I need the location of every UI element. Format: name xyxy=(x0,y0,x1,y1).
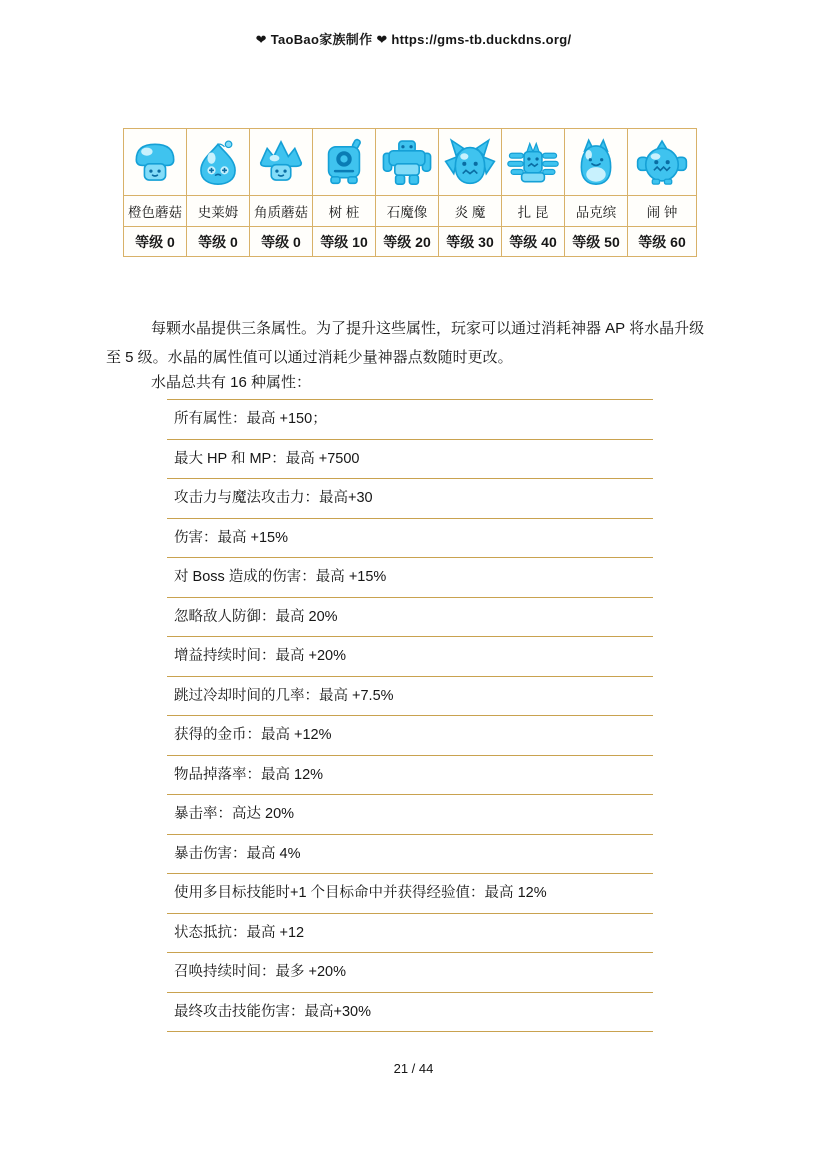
stump-icon xyxy=(318,135,370,191)
monster-name: 橙色蘑菇 xyxy=(124,196,187,227)
monster-icon-cell xyxy=(124,129,187,196)
monster-name: 闹 钟 xyxy=(628,196,697,227)
page-number: 21 / 44 xyxy=(393,1061,434,1076)
monster-icon-cell xyxy=(376,129,439,196)
monster-icon-cell xyxy=(250,129,313,196)
attribute-item: 伤害：最高 +15% xyxy=(167,519,653,559)
stone-golem-icon xyxy=(381,135,433,191)
intro-paragraph: 每颗水晶提供三条属性。为了提升这些属性，玩家可以通过消耗神器 AP 将水晶升级至 5 级。水晶的属性值可以通过消耗少量神器点数随时更改。 xyxy=(106,320,705,366)
monster-icon-cell xyxy=(439,129,502,196)
monster-name: 炎 魔 xyxy=(439,196,502,227)
monster-level: 等级 0 xyxy=(250,227,313,257)
monster-icon-cell xyxy=(502,129,565,196)
monster-icon-cell xyxy=(565,129,628,196)
balrog-icon xyxy=(444,135,496,191)
attribute-item: 攻击力与魔法攻击力：最高+30 xyxy=(167,479,653,519)
attribute-item: 跳过冷却时间的几率：最高 +7.5% xyxy=(167,677,653,717)
attribute-item: 物品掉落率：最高 12% xyxy=(167,756,653,796)
orange-mushroom-icon xyxy=(129,135,181,191)
attribute-item: 最大 HP 和 MP：最高 +7500 xyxy=(167,440,653,480)
attribute-item: 增益持续时间：最高 +20% xyxy=(167,637,653,677)
attribute-item: 所有属性：最高 +150； xyxy=(167,400,653,440)
attribute-list xyxy=(167,399,653,1032)
pink-bean-icon xyxy=(570,135,622,191)
horny-mushroom-icon xyxy=(255,135,307,191)
monster-name: 角质蘑菇 xyxy=(250,196,313,227)
monster-name: 扎 昆 xyxy=(502,196,565,227)
monster-icon-cell xyxy=(313,129,376,196)
monster-level: 等级 0 xyxy=(187,227,250,257)
monster-level: 等级 20 xyxy=(376,227,439,257)
monster-icon-cell xyxy=(628,129,697,196)
attribute-item: 状态抵抗：最高 +12 xyxy=(167,914,653,954)
monster-name: 石魔像 xyxy=(376,196,439,227)
monster-icon-row xyxy=(124,129,697,196)
attribute-item: 使用多目标技能时+1 个目标命中并获得经验值：最高 12% xyxy=(167,874,653,914)
page-header: ❤ TaoBao家族制作 ❤ https://gms-tb.duckdns.org/ xyxy=(255,32,572,47)
attribute-item: 对 Boss 造成的伤害：最高 +15% xyxy=(167,558,653,598)
monster-icon-cell xyxy=(187,129,250,196)
monster-level: 等级 40 xyxy=(502,227,565,257)
attribute-item: 暴击率：高达 20% xyxy=(167,795,653,835)
monster-level: 等级 60 xyxy=(628,227,697,257)
attribute-item: 获得的金币：最高 +12% xyxy=(167,716,653,756)
attribute-item: 忽略敌人防御：最高 20% xyxy=(167,598,653,638)
monster-name: 品克缤 xyxy=(565,196,628,227)
zakum-icon xyxy=(507,135,559,191)
monster-level: 等级 30 xyxy=(439,227,502,257)
monster-level: 等级 0 xyxy=(124,227,187,257)
monster-level: 等级 10 xyxy=(313,227,376,257)
attribute-item: 暴击伤害：最高 4% xyxy=(167,835,653,875)
attribute-list-intro: 水晶总共有 16 种属性： xyxy=(151,374,312,391)
monster-name: 树 桩 xyxy=(313,196,376,227)
monster-level-table xyxy=(123,128,697,257)
attribute-item: 召唤持续时间：最多 +20% xyxy=(167,953,653,993)
attribute-item: 最终攻击技能伤害：最高+30% xyxy=(167,993,653,1033)
monster-name-row xyxy=(124,196,697,227)
slime-icon xyxy=(192,135,244,191)
monster-level: 等级 50 xyxy=(565,227,628,257)
monster-name: 史莱姆 xyxy=(187,196,250,227)
alarm-clock-icon xyxy=(636,135,688,191)
monster-level-row xyxy=(124,227,697,257)
